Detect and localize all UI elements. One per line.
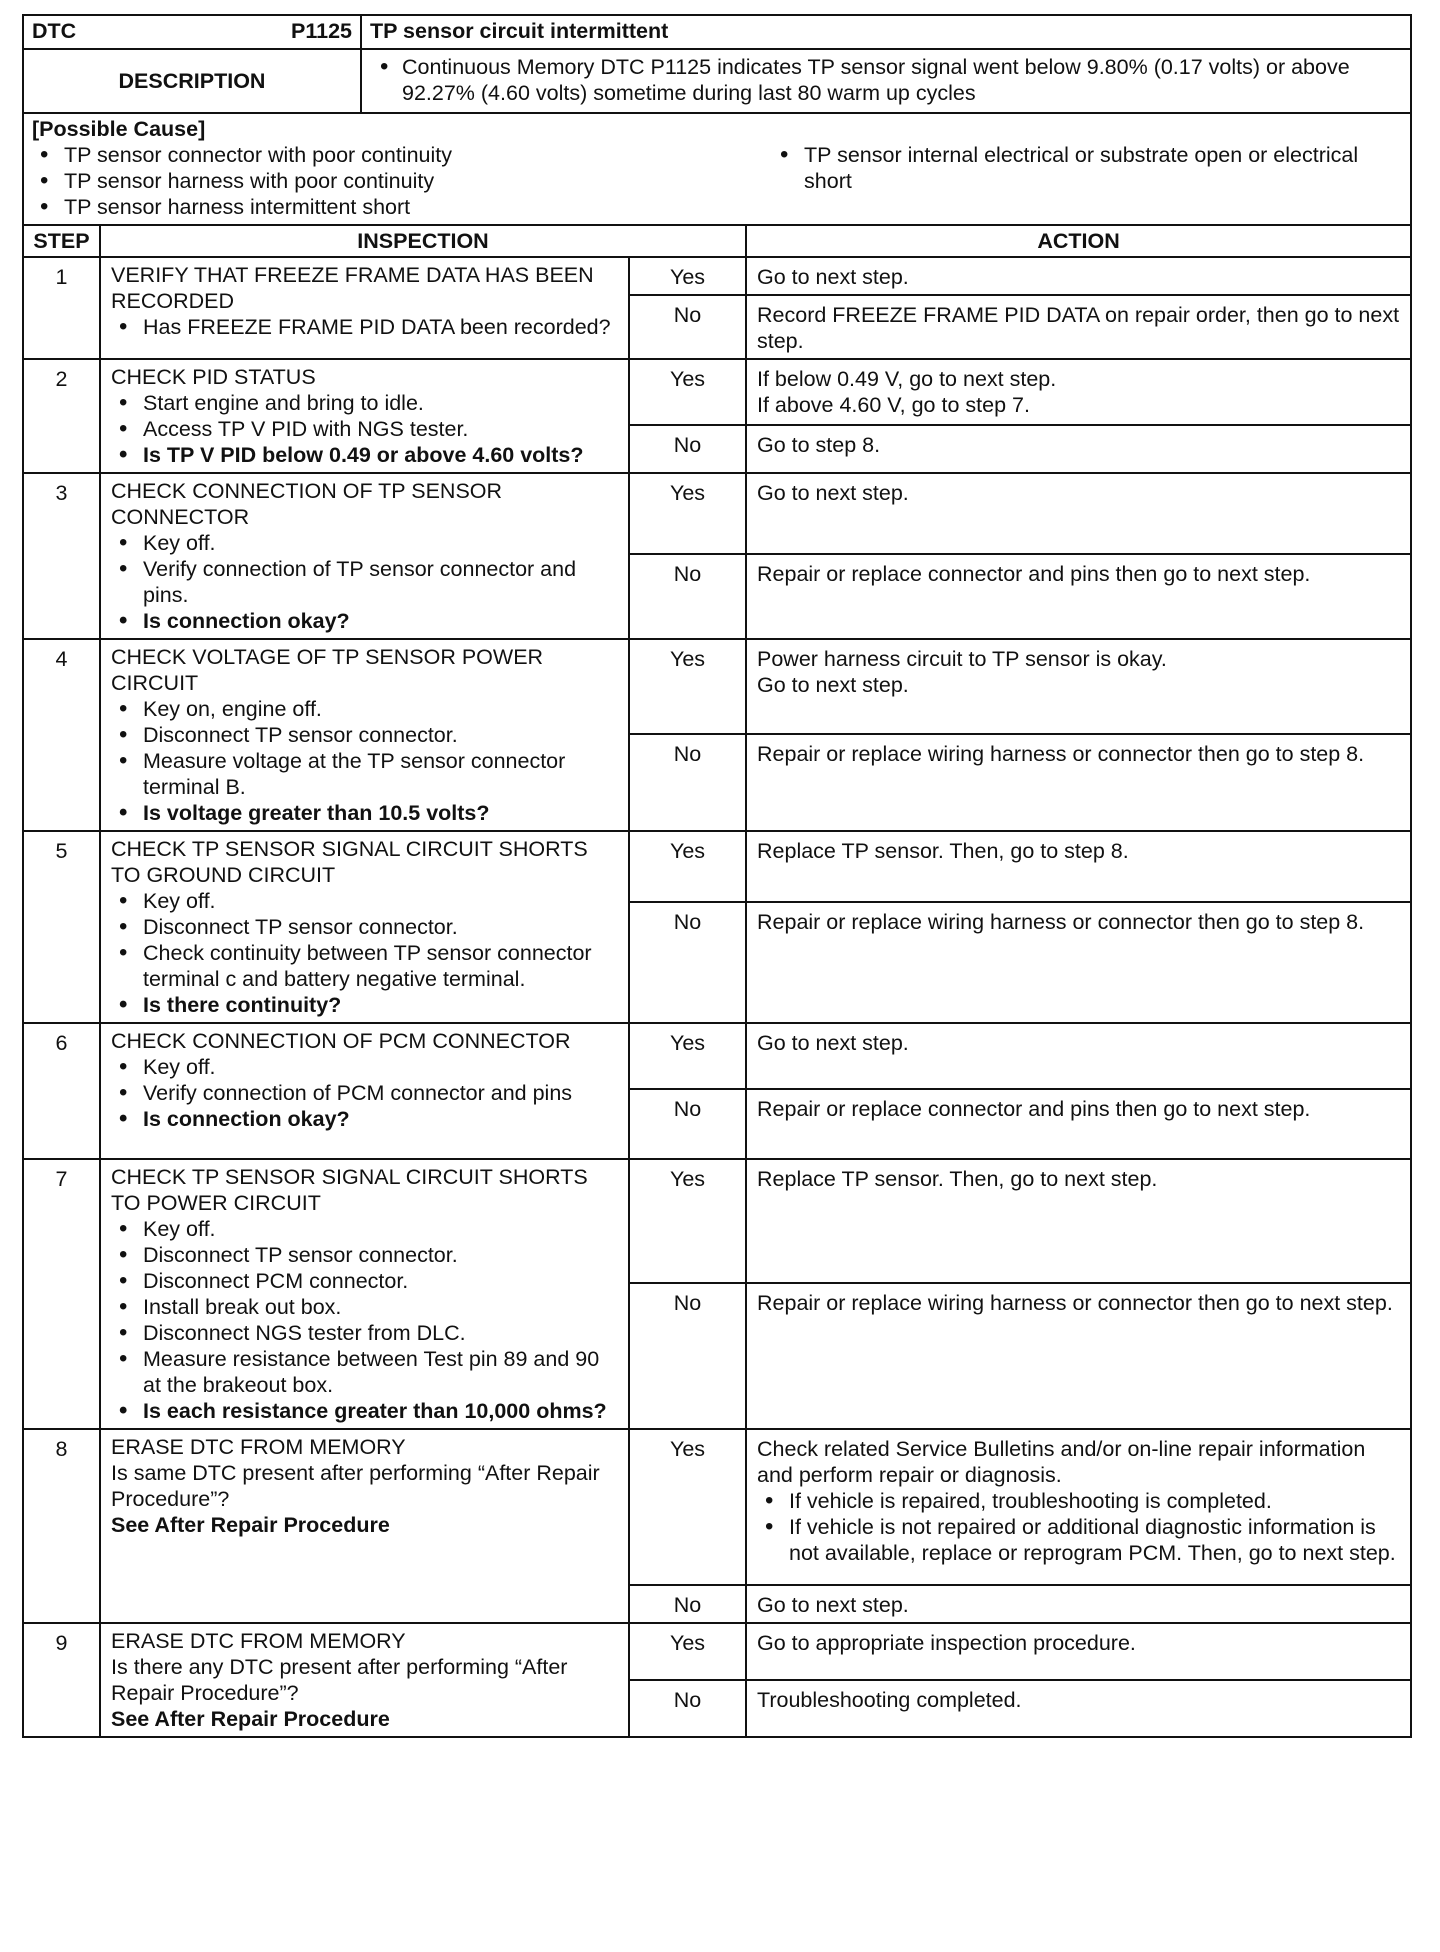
no-label: No [629,425,746,473]
step-title: CHECK CONNECTION OF TP SENSOR CONNECTOR [111,479,503,529]
action-line: Go to step 8. [757,433,881,457]
dtc-title: TP sensor circuit intermittent [370,19,669,43]
inspection-item: • Is voltage greater than 10.5 volts? [111,800,618,826]
inspection-item: • Install break out box. [111,1294,618,1320]
inspection-item: • Disconnect TP sensor connector. [111,914,618,940]
possible-cause-right-list [752,142,1402,220]
step-number: 4 [23,639,100,831]
action-line: Go to next step. [757,481,909,505]
yes-action [746,1159,1411,1283]
action-line: Repair or replace connector and pins then go to next step. [757,561,1311,586]
no-label: No [629,1283,746,1429]
no-action [746,1089,1411,1159]
step-inspection [100,1159,629,1429]
action-line: Go to next step. [757,673,909,697]
inspection-item: • Disconnect NGS tester from DLC. [111,1320,618,1346]
no-label: No [629,1089,746,1159]
action-line: Replace TP sensor. Then, go to next step. [757,1167,1158,1191]
step-number: 7 [23,1159,100,1429]
yes-action [746,1023,1411,1089]
step-row-yes [23,473,1411,554]
no-label: No [629,1585,746,1623]
step-title: ERASE DTC FROM MEMORY [111,1629,406,1653]
diagnostic-sheet [22,14,1410,1738]
step-inspection [100,257,629,359]
inspection-item: • Key on, engine off. [111,696,618,722]
inspection-item: • Has FREEZE FRAME PID DATA been recorded? [111,314,618,340]
steps-body [23,257,1411,1737]
inspection-item: • Key off. [111,1054,618,1080]
inspection-table [22,112,1412,1738]
inspection-item: • Measure voltage at the TP sensor connector terminal B. [111,748,618,800]
inspection-item: • Is TP V PID below 0.49 or above 4.60 volts? [111,442,618,468]
inspection-item: • Verify connection of TP sensor connector and pins. [111,556,618,608]
step-inspection [100,831,629,1023]
step-question: Is there any DTC present after performing “After Repair Procedure”? [111,1655,568,1705]
yes-action [746,359,1411,425]
inspection-item: • Measure resistance between Test pin 89 and 90 at the brakeout box. [111,1346,618,1398]
yes-label: Yes [629,639,746,734]
description-text: • Continuous Memory DTC P1125 indicates TP sensor signal went below 9.80% (0.17 volts) or above 92.27% (4.60 volts) sometime during last 80 warm up cycles [372,54,1400,106]
step-inspection [100,473,629,639]
possible-cause-cell [23,113,1411,225]
step-title: CHECK VOLTAGE OF TP SENSOR POWER CIRCUIT [111,645,544,695]
yes-label: Yes [629,1623,746,1680]
no-action [746,902,1411,1023]
no-action [746,554,1411,639]
step-title: CHECK CONNECTION OF PCM CONNECTOR [111,1029,571,1053]
action-line: Go to appropriate inspection procedure. [757,1631,1136,1655]
step-number: 2 [23,359,100,473]
step-row-yes [23,1023,1411,1089]
no-label: No [629,554,746,639]
possible-cause-title: [Possible Cause] [32,117,206,141]
action-line: Repair or replace wiring harness or connector then go to step 8. [757,741,1365,766]
see-reference: See After Repair Procedure [111,1513,390,1537]
action-line: Record FREEZE FRAME PID DATA on repair order, then go to next step. [757,303,1400,353]
step-row-yes [23,359,1411,425]
column-header-step: STEP [23,225,100,257]
description-label-cell [23,49,361,113]
inspection-item: • Access TP V PID with NGS tester. [111,416,618,442]
inspection-item: • Key off. [111,530,618,556]
inspection-item: • Is each resistance greater than 10,000 ohms? [111,1398,618,1424]
step-number: 1 [23,257,100,359]
description-label: DESCRIPTION [118,69,266,93]
step-title: CHECK TP SENSOR SIGNAL CIRCUIT SHORTS TO POWER CIRCUIT [111,1165,588,1215]
dtc-label: DTC [32,19,77,43]
inspection-item: • Verify connection of PCM connector and pins [111,1080,618,1106]
step-number: 5 [23,831,100,1023]
step-row-yes [23,257,1411,295]
action-line: Go to next step. [757,265,909,289]
dtc-header-table [22,14,1412,114]
action-bullet: • If vehicle is not repaired or additional diagnostic information is not available, replace or reprogram PCM. Then, go to next step. [757,1514,1400,1566]
yes-action [746,1429,1411,1585]
inspection-item: • Is connection okay? [111,1106,618,1132]
yes-action [746,831,1411,902]
inspection-item: • Start engine and bring to idle. [111,390,618,416]
yes-action [746,257,1411,295]
dtc-code: P1125 [291,19,352,43]
no-label: No [629,734,746,831]
action-line: Power harness circuit to TP sensor is okay. [757,647,1167,671]
inspection-item: • Key off. [111,1216,618,1242]
inspection-item: • Disconnect TP sensor connector. [111,1242,618,1268]
action-line: Repair or replace wiring harness or connector then go to next step. [757,1290,1393,1315]
no-action [746,1585,1411,1623]
yes-label: Yes [629,257,746,295]
inspection-item: • Key off. [111,888,618,914]
no-action [746,1283,1411,1429]
action-line: Repair or replace wiring harness or connector then go to step 8. [757,910,1365,935]
possible-cause-item: • TP sensor harness with poor continuity [32,168,662,194]
no-label: No [629,295,746,359]
no-action [746,295,1411,359]
possible-cause-item: • TP sensor internal electrical or substrate open or electrical short [772,142,1402,194]
possible-cause-item: • TP sensor connector with poor continuity [32,142,662,168]
action-line: Troubleshooting completed. [757,1688,1022,1712]
action-line: If below 0.49 V, go to next step. [757,367,1057,391]
step-inspection [100,639,629,831]
inspection-item: • Is connection okay? [111,608,618,634]
dtc-code-cell [23,15,361,49]
action-bullet: • If vehicle is repaired, troubleshooting is completed. [757,1488,1400,1514]
possible-cause-left-list [32,142,662,220]
column-header-inspection: INSPECTION [100,225,746,257]
action-line: Go to next step. [757,1031,909,1055]
step-question: Is same DTC present after performing “After Repair Procedure”? [111,1461,600,1511]
step-row-yes [23,1623,1411,1680]
inspection-item: • Disconnect PCM connector. [111,1268,618,1294]
inspection-item: • Disconnect TP sensor connector. [111,722,618,748]
step-number: 8 [23,1429,100,1623]
step-title: ERASE DTC FROM MEMORY [111,1435,406,1459]
yes-action [746,1623,1411,1680]
yes-label: Yes [629,831,746,902]
step-row-yes [23,831,1411,902]
step-inspection [100,1023,629,1159]
yes-action [746,473,1411,554]
description-text-cell [361,49,1411,113]
possible-cause-item: • TP sensor harness intermittent short [32,194,662,220]
yes-label: Yes [629,1159,746,1283]
no-action [746,425,1411,473]
no-action [746,1680,1411,1737]
yes-label: Yes [629,359,746,425]
yes-label: Yes [629,1023,746,1089]
step-inspection [100,1623,629,1737]
action-line: If above 4.60 V, go to step 7. [757,393,1030,417]
step-title: CHECK PID STATUS [111,365,316,389]
inspection-item: • Is there continuity? [111,992,618,1018]
step-row-yes [23,639,1411,734]
step-title: VERIFY THAT FREEZE FRAME DATA HAS BEEN RECORDED [111,263,594,313]
step-number: 6 [23,1023,100,1159]
column-header-action: ACTION [746,225,1411,257]
step-row-yes [23,1159,1411,1283]
action-line: Go to next step. [757,1593,909,1617]
no-action [746,734,1411,831]
action-line: Check related Service Bulletins and/or on-line repair information and perform repair or diagnosis. [757,1437,1366,1487]
inspection-item: • Check continuity between TP sensor connector terminal c and battery negative terminal. [111,940,618,992]
yes-label: Yes [629,1429,746,1585]
step-number: 3 [23,473,100,639]
no-label: No [629,902,746,1023]
step-row-yes [23,1429,1411,1585]
dtc-title-cell [361,15,1411,49]
action-line: Repair or replace connector and pins then go to next step. [757,1097,1311,1121]
step-inspection [100,1429,629,1623]
yes-action [746,639,1411,734]
action-line: Replace TP sensor. Then, go to step 8. [757,839,1129,863]
yes-label: Yes [629,473,746,554]
step-title: CHECK TP SENSOR SIGNAL CIRCUIT SHORTS TO GROUND CIRCUIT [111,837,588,887]
step-number: 9 [23,1623,100,1737]
no-label: No [629,1680,746,1737]
step-inspection [100,359,629,473]
see-reference: See After Repair Procedure [111,1707,390,1731]
